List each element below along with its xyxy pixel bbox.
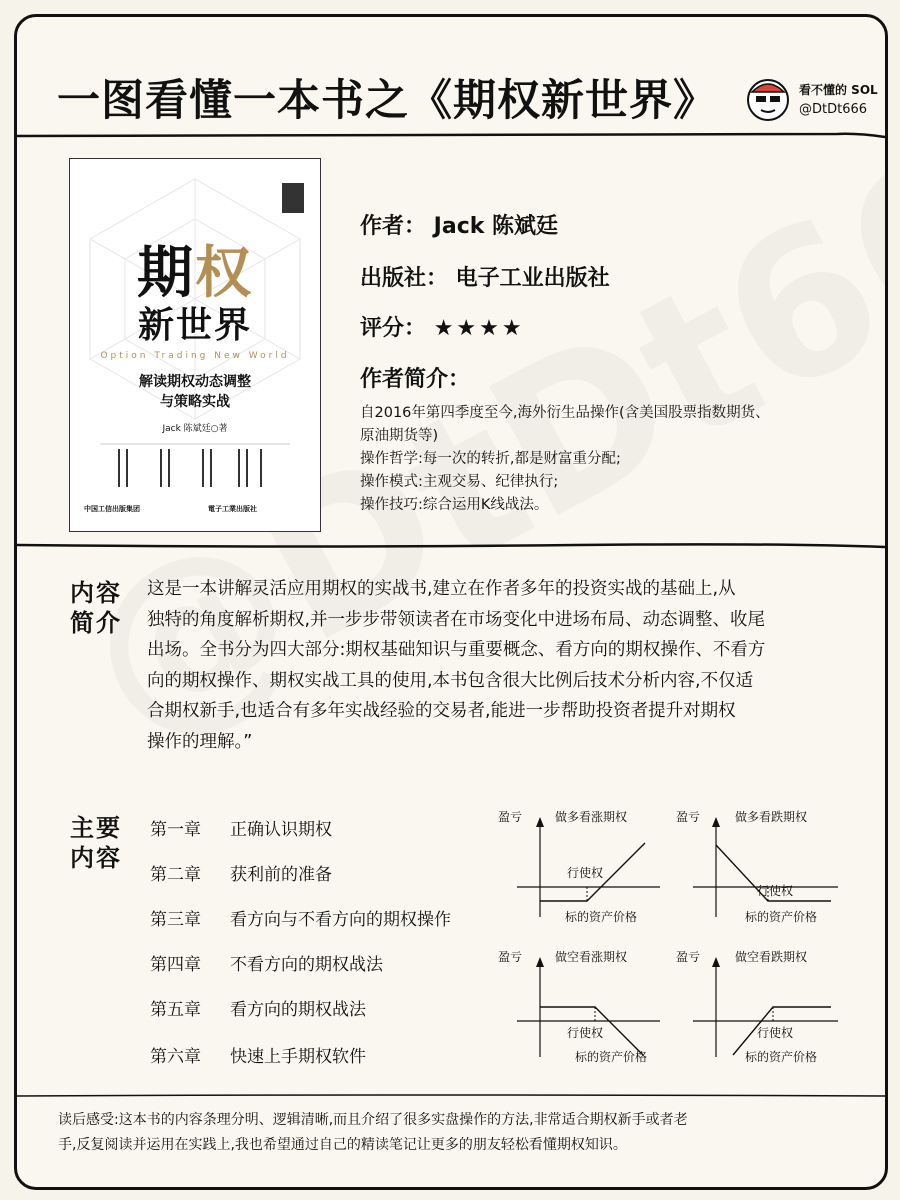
diagram-strike-label: 行使权	[567, 866, 604, 880]
info-intro-label: 作者简介：	[360, 367, 471, 392]
author-intro-line: 操作哲学:每一次的转折,都是财富重分配;	[360, 451, 621, 467]
divider-top	[17, 129, 885, 143]
chapter-number: 第二章	[150, 865, 201, 885]
cover-publisher-1: 中国工信出版集团	[84, 505, 140, 513]
book-cover	[69, 158, 321, 532]
chapter-title: 不看方向的期权战法	[230, 955, 383, 975]
rating-stars: ★★★★	[433, 316, 525, 341]
chapter-number: 第三章	[150, 910, 201, 930]
cover-title-line2: 新世界	[137, 304, 252, 346]
contents-label	[70, 813, 122, 873]
summary-line: 向的期权操作、期权实战工具的使用,本书包含很大比例后技术分析内容,不仅适	[147, 670, 754, 691]
info-publisher: 出版社： 电子工业出版社	[360, 266, 610, 291]
chapter-3	[150, 905, 451, 930]
chapter-number: 第一章	[150, 820, 201, 840]
summary-label-line2: 简介	[70, 609, 122, 637]
author-intro-line: 操作模式:主观交易、纪律执行;	[360, 474, 559, 490]
y-arrow-icon	[712, 957, 720, 967]
author-intro-line: 操作技巧:综合运用K线战法。	[360, 497, 549, 513]
diagram-short-call	[495, 945, 675, 1065]
cover-title-part1: 期	[137, 240, 195, 306]
chapter-2	[150, 860, 332, 885]
diagram-title: 做空看涨期权	[555, 950, 628, 964]
avatar-icon	[744, 74, 792, 122]
chapter-6	[150, 1042, 366, 1067]
summary-line: 出场。全书分为四大部分:期权基础知识与重要概念、看方向的期权操作、不看方	[147, 640, 766, 660]
author-handle-block	[799, 81, 878, 119]
summary-line: 合期权新手,也适合有多年实战经验的交易者,能进一步帮助投资者提升对期权	[147, 701, 736, 721]
cover-title-part2: 权	[195, 240, 253, 306]
chapter-5	[150, 995, 366, 1020]
diagram-strike-label: 行使权	[757, 884, 794, 898]
cover-author: Jack 陈斌廷○著	[162, 424, 228, 434]
summary-line: 操作的理解。”	[147, 731, 253, 752]
chapter-number: 第四章	[150, 955, 201, 975]
diagram-title: 做多看跌期权	[735, 810, 808, 824]
diagram-long-call	[495, 805, 675, 925]
diagram-xlabel: 标的资产价格	[745, 1050, 818, 1064]
chapter-number: 第五章	[150, 1000, 201, 1020]
y-arrow-icon	[536, 817, 544, 827]
diagram-long-put	[673, 805, 853, 925]
diagram-xlabel: 标的资产价格	[575, 1050, 648, 1064]
review-line: 读后感受:这本书的内容条理分明、逻辑清晰,而且介绍了很多实盘操作的方法,非常适合期权新手或者老	[58, 1112, 688, 1128]
summary-line: 独特的角度解析期权,并一步步带领读者在市场变化中进场布局、动态调整、收尾	[147, 609, 766, 630]
chapter-title: 看方向与不看方向的期权操作	[230, 910, 451, 930]
summary-text	[147, 574, 857, 757]
author-intro-line: 原油期货等)	[360, 428, 439, 444]
contents-label-line2: 内容	[70, 844, 122, 872]
diagram-ylabel: 盈亏	[676, 810, 701, 824]
page-title: 一图看懂一本书之《期权新世界》	[57, 76, 717, 126]
chapter-number: 第六章	[150, 1047, 201, 1067]
review-text	[58, 1108, 873, 1158]
author-handle: @DtDt666	[799, 102, 868, 117]
rating-label: 评分：	[360, 316, 427, 341]
review-line: 手,反复阅读并运用在实践上,我也希望通过自己的精读笔记让更多的朋友轻松看懂期权知识。	[58, 1137, 627, 1153]
diagram-title: 做空看跌期权	[735, 950, 808, 964]
cover-english-title: Option Trading New World	[100, 351, 290, 361]
cover-subtitle-1: 解读期权动态调整	[139, 374, 251, 390]
author-name: 看不懂的 SOL	[799, 83, 878, 97]
diagram-ylabel: 盈亏	[498, 950, 523, 964]
chapter-1	[150, 815, 332, 840]
chapter-title: 获利前的准备	[230, 865, 332, 885]
chapter-title: 看方向的期权战法	[230, 1000, 366, 1020]
diagram-strike-label: 行使权	[567, 1026, 604, 1040]
cover-subtitle-2: 与策略实战	[160, 394, 230, 410]
y-arrow-icon	[536, 957, 544, 967]
chapter-title: 快速上手期权软件	[230, 1047, 366, 1067]
chapter-4	[150, 950, 383, 975]
author-intro	[360, 402, 865, 517]
diagram-title: 做多看涨期权	[555, 810, 628, 824]
info-rating	[360, 311, 525, 342]
summary-label	[70, 578, 122, 638]
chapter-title: 正确认识期权	[230, 820, 332, 840]
divider-middle	[17, 539, 885, 553]
info-author: 作者： Jack 陈斌廷	[360, 214, 559, 239]
diagram-ylabel: 盈亏	[498, 810, 523, 824]
author-intro-line: 自2016年第四季度至今,海外衍生品操作(含美国股票指数期货、	[360, 405, 770, 421]
page-card	[14, 14, 888, 1190]
diagram-ylabel: 盈亏	[676, 950, 701, 964]
diagram-xlabel: 标的资产价格	[745, 910, 818, 924]
diagram-short-put	[673, 945, 853, 1065]
diagram-strike-label: 行使权	[757, 1026, 794, 1040]
divider-bottom	[17, 1089, 885, 1103]
diagram-xlabel: 标的资产价格	[565, 910, 638, 924]
y-arrow-icon	[712, 817, 720, 827]
summary-line: 这是一本讲解灵活应用期权的实战书,建立在作者多年的投资实战的基础上,从	[147, 579, 736, 599]
summary-label-line1: 内容	[70, 579, 122, 607]
contents-label-line1: 主要	[70, 814, 122, 842]
cover-publisher-2: 電子工業出版社	[208, 505, 257, 513]
